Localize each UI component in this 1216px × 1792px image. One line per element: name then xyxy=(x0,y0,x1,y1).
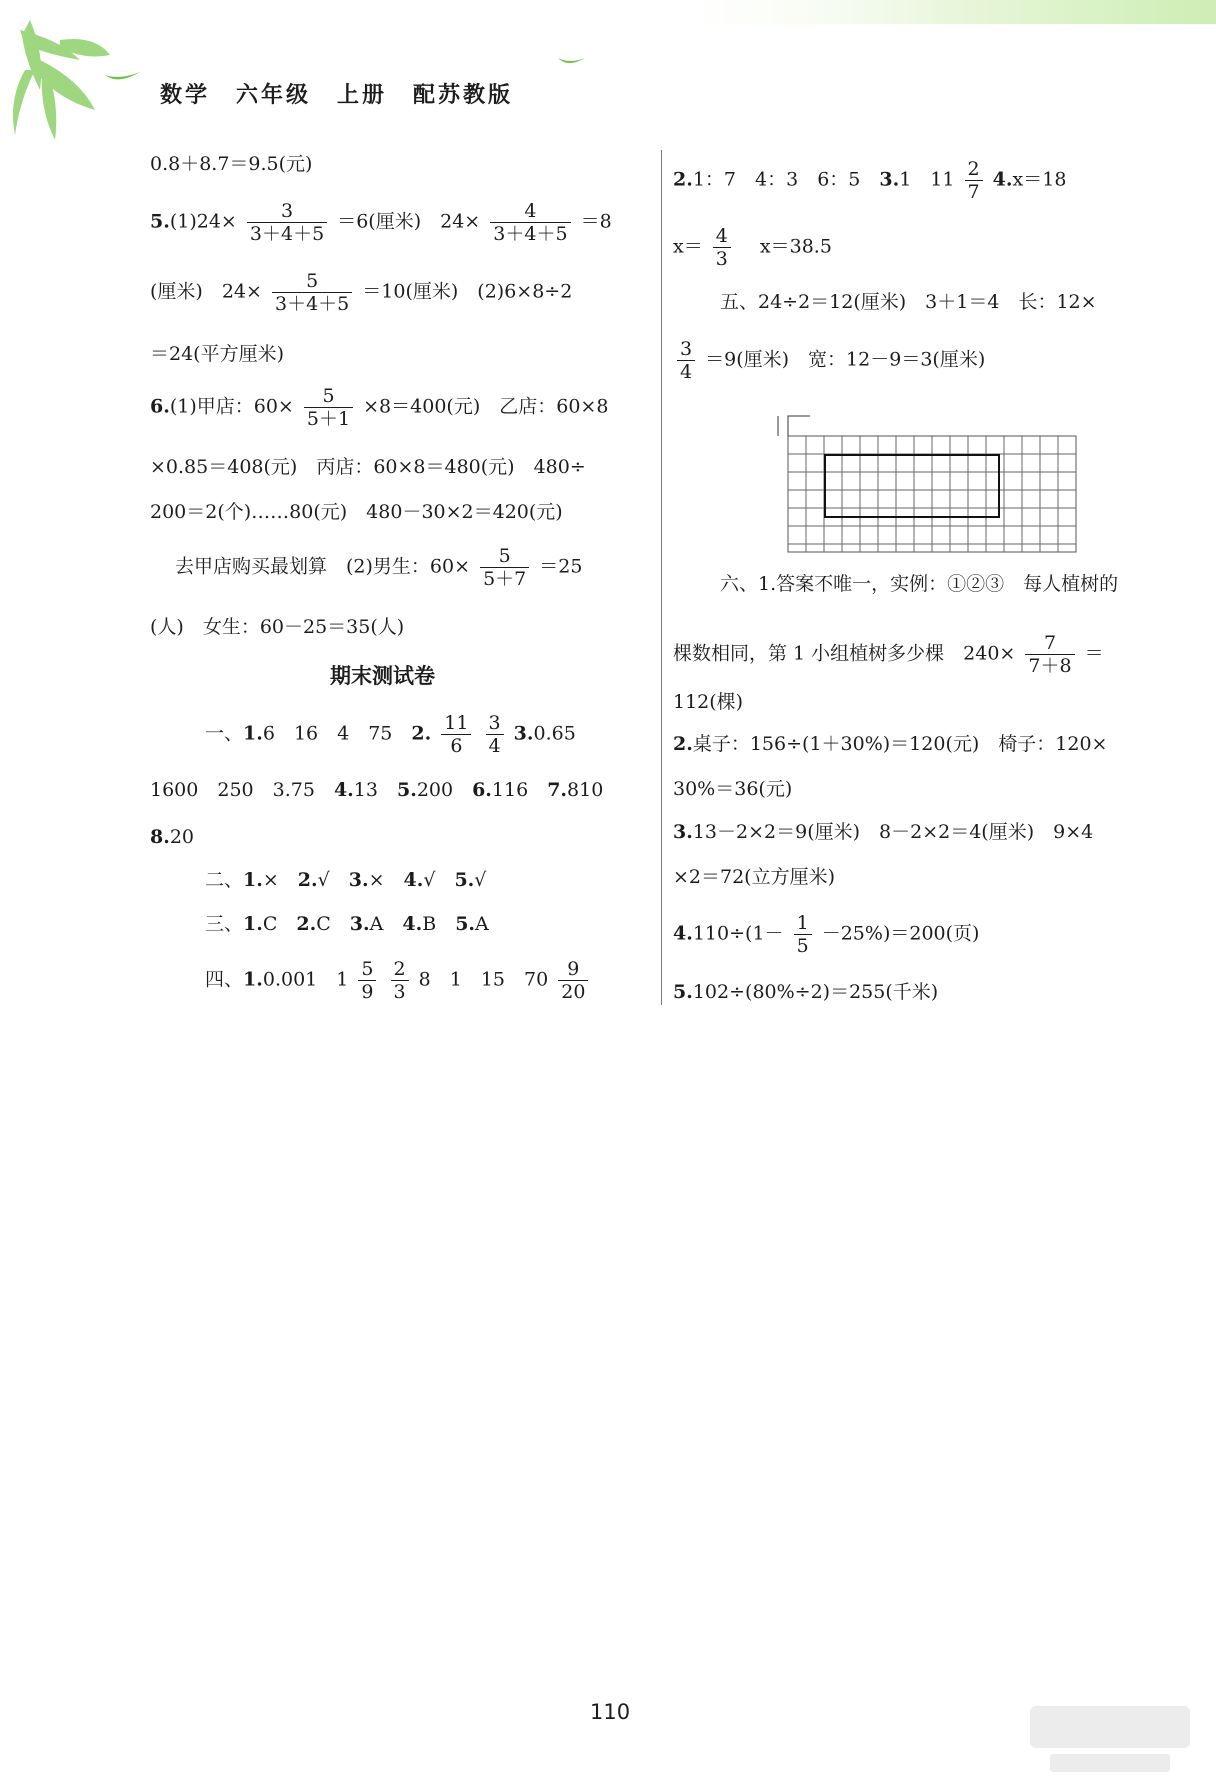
answer-section-6: 六、1.答案不唯一，实例：①②③ 每人植树的 xyxy=(720,573,1119,595)
fraction: $\frac{3}{3+4+5}$ xyxy=(247,200,327,245)
answer-line: 112(棵) xyxy=(673,691,744,713)
answer-section-1: 一、1.6 16 4 75 2. $\frac{11}{6}$ $\frac{3}{4}$ 3.0.65 xyxy=(205,712,576,757)
answer-line: (厘米) 24× $\frac{5}{3+4+5}$ ＝10(厘米) (2)6×8÷2 xyxy=(150,270,573,315)
answer-line: $\frac{3}{4}$ ＝9(厘米) 宽：12－9＝3(厘米) xyxy=(673,338,985,383)
fraction: $\frac{5}{5+1}$ xyxy=(304,385,353,430)
answer-line: 30%＝36(元) xyxy=(673,778,793,800)
answer-section-2: 二、1.× 2.√ 3.× 4.√ 5.√ xyxy=(205,869,487,891)
answer-line: 1600 250 3.75 4.13 5.200 6.116 7.810 xyxy=(150,779,604,801)
answer-line: 200＝2(个)……80(元) 480－30×2＝420(元) xyxy=(150,501,563,523)
answer-line: 5.102÷(80%÷2)＝255(千米) xyxy=(673,981,939,1003)
answer-line: ×2＝72(立方厘米) xyxy=(673,866,836,888)
answer-line: 去甲店购买最划算 (2)男生：60× $\frac{5}{5+7}$ ＝25 xyxy=(175,545,583,590)
answer-line: 8.20 xyxy=(150,826,195,848)
answer-line: 2.1：7 4：3 6：5 3.1 11 $\frac{2}{7}$ 4.x＝18 xyxy=(673,158,1067,203)
answer-line: 0.8＋8.7＝9.5(元) xyxy=(150,153,313,175)
grid-drawing xyxy=(760,408,1090,558)
unit-marker xyxy=(788,416,810,436)
fraction: $\frac{3}{4}$ xyxy=(486,712,504,757)
grid-figure xyxy=(760,408,1090,558)
palm-leaves-decoration xyxy=(0,0,1216,150)
bird-icon xyxy=(558,58,585,63)
section-title: 期末测试卷 xyxy=(330,664,435,688)
fraction: $\frac{4}{3+4+5}$ xyxy=(490,200,570,245)
fraction: $\frac{5}{9}$ xyxy=(358,958,376,1003)
fraction: $\frac{2}{7}$ xyxy=(965,158,983,203)
column-divider xyxy=(661,150,662,1005)
page-number: 110 xyxy=(590,1700,631,1724)
fraction: $\frac{2}{3}$ xyxy=(391,958,409,1003)
answer-section-3: 三、1.C 2.C 3.A 4.B 5.A xyxy=(205,913,489,935)
fraction: $\frac{1}{5}$ xyxy=(794,912,812,957)
bird-icon xyxy=(105,72,140,79)
fraction: $\frac{4}{3}$ xyxy=(713,225,731,270)
header-decoration xyxy=(0,0,1216,150)
answer-line: x＝ $\frac{4}{3}$ x＝38.5 xyxy=(673,225,832,270)
fraction: $\frac{11}{6}$ xyxy=(441,712,471,757)
answer-section-4: 四、1.0.001 1 $\frac{5}{9}$ $\frac{2}{3}$ 8 1 15 70 $\frac{9}{20}$ xyxy=(205,958,592,1003)
fraction: $\frac{5}{5+7}$ xyxy=(480,545,529,590)
answer-line: 3.13－2×2＝9(厘米) 8－2×2＝4(厘米) 9×4 xyxy=(673,821,1094,843)
answer-q5: 5.(1)24× $\frac{3}{3+4+5}$ ＝6(厘米) 24× $\frac{4}{3+4+5}$ ＝8 xyxy=(150,200,612,245)
fraction: $\frac{9}{20}$ xyxy=(558,958,588,1003)
answer-line: 棵数相同，第 1 小组植树多少棵 240× $\frac{7}{7+8}$ ＝ xyxy=(673,632,1104,677)
answer-q6: 6.(1)甲店：60× $\frac{5}{5+1}$ ×8＝400(元) 乙店：60×8 xyxy=(150,385,609,430)
book-title: 数学 六年级 上册 配苏教版 xyxy=(160,83,514,108)
answer-line: ＝24(平方厘米) xyxy=(150,343,285,365)
fraction: $\frac{3}{4}$ xyxy=(677,338,695,383)
answer-line: 五、24÷2＝12(厘米) 3＋1＝4 长：12× xyxy=(720,291,1097,313)
watermark-logo xyxy=(1020,1700,1200,1780)
answer-line: 2.桌子：156÷(1＋30%)＝120(元) 椅子：120× xyxy=(673,733,1108,755)
answer-line: ×0.85＝408(元) 丙店：60×8＝480(元) 480÷ xyxy=(150,456,586,478)
answer-line: 4.110÷(1－ $\frac{1}{5}$ －25%)＝200(页) xyxy=(673,912,980,957)
fraction: $\frac{7}{7+8}$ xyxy=(1025,632,1074,677)
answer-line: (人) 女生：60－25＝35(人) xyxy=(150,616,405,638)
fraction: $\frac{5}{3+4+5}$ xyxy=(272,270,352,315)
